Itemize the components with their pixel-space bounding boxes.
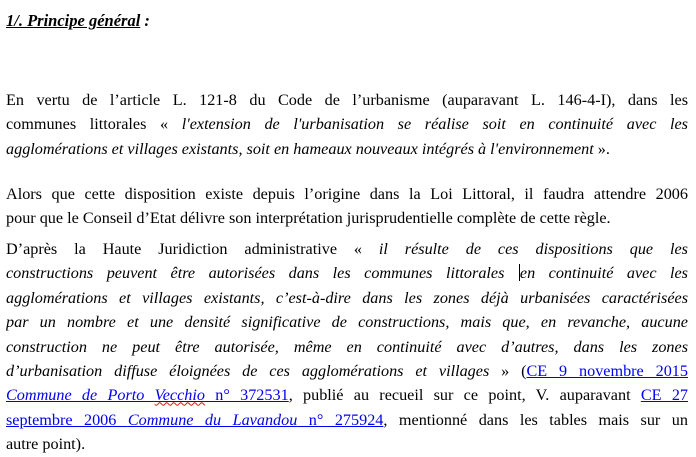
- text-line: [6, 359, 688, 383]
- text-run: D’après la Haute Juridiction administrative «: [6, 240, 379, 258]
- text-line: [6, 432, 688, 456]
- link-text: Commune de Porto: [6, 386, 155, 405]
- text-run: , publié au recueil sur ce point, V. auparavant: [288, 386, 641, 405]
- text-line: [6, 137, 688, 161]
- link-text: n° 372531: [204, 386, 289, 405]
- quote-text: d’urbanisation diffuse éloignées de ces agglomérations et villages: [6, 362, 490, 381]
- text-line: [6, 310, 688, 334]
- link-text: CE 27: [640, 386, 688, 405]
- text-run: ».: [593, 139, 610, 158]
- link-ce-2015-cont[interactable]: [6, 386, 289, 404]
- text-line: [6, 408, 688, 432]
- link-ce-2006[interactable]: [641, 386, 688, 404]
- section-heading-text: 1/. Principe général: [6, 11, 141, 30]
- text-run: communes littorales «: [6, 115, 182, 134]
- text-run: En vertu de l’article L. 121-8 du Code de l’urbanisme (auparavant L. 146-4-I), dans les: [6, 91, 688, 109]
- text-run: , mentionné dans les tables mais sur un: [383, 410, 688, 429]
- text-line: [6, 112, 688, 136]
- paragraph-loi-littoral: [6, 182, 688, 231]
- quote-text: agglomérations et villages existants, c’est-à-dire dans les zones déjà urbanisées caractérisées: [6, 288, 688, 307]
- quote-text: construction ne peut être autorisée, même en continuité avec d’autres, dans les zones: [6, 337, 688, 356]
- text-line: [6, 237, 688, 261]
- text-line: [6, 286, 688, 310]
- quote-text: il résulte de ces dispositions que les: [378, 240, 688, 258]
- text-run: autre point).: [6, 435, 86, 454]
- link-ce-2015[interactable]: [526, 362, 688, 380]
- quote-text: en continuité avec les: [519, 264, 688, 283]
- text-line: [6, 335, 688, 359]
- section-heading-colon: :: [140, 11, 150, 30]
- text-line: [6, 206, 688, 230]
- quote-text: par un nombre et une densité significative de constructions, mais que, en revanche, aucune: [6, 313, 688, 332]
- paragraph-article-l121-8: [6, 88, 688, 161]
- link-text: n° 275924: [297, 410, 384, 429]
- text-run: Alors que cette disposition existe depuis l’origine dans la Loi Littoral, il faudra attendre 2006: [6, 185, 688, 203]
- text-line: [6, 182, 688, 206]
- quote-text: agglomérations et villages existants, soit en hameaux nouveaux intégrés à l'environnement: [6, 139, 594, 158]
- text-run: pour que le Conseil d’Etat délivre son interprétation jurisprudentielle complète de cette règle.: [6, 209, 611, 228]
- text-line: [6, 261, 688, 285]
- text-run: » (: [489, 362, 527, 381]
- link-text: Commune du Lavandou: [127, 410, 298, 429]
- quote-text: l'extension de l'urbanisation se réalise soit en continuité avec les: [181, 115, 688, 134]
- text-line: [6, 383, 688, 407]
- quote-text: constructions peuvent être autorisées dans les communes littorales: [6, 264, 518, 283]
- paragraph-haute-juridiction: [6, 237, 688, 457]
- link-text-misspelled: Vecchio: [154, 386, 205, 405]
- text-line: [6, 88, 688, 112]
- link-ce-2006-cont[interactable]: [6, 411, 383, 429]
- section-heading: [6, 11, 150, 31]
- link-text: CE 9 novembre 2015: [526, 362, 688, 381]
- link-text: septembre 2006: [6, 410, 128, 429]
